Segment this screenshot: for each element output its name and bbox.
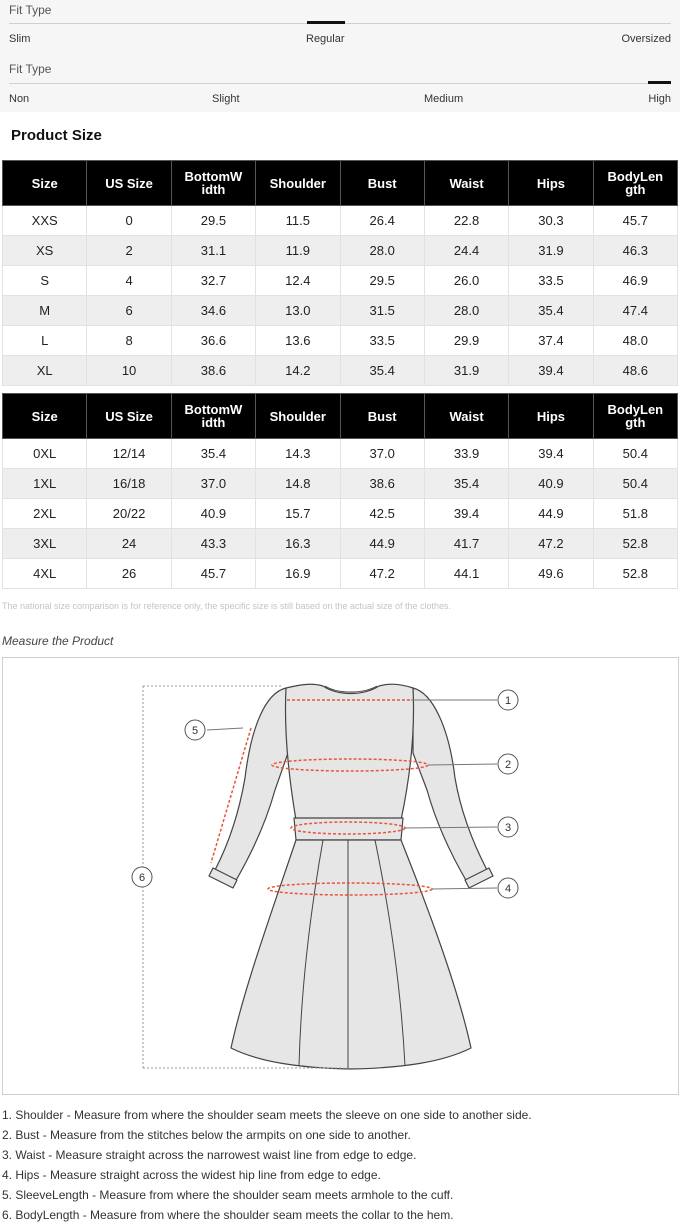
marker-6-label: 6 <box>138 872 146 884</box>
table-cell: 33.5 <box>340 326 424 356</box>
table-cell: M <box>3 296 87 326</box>
table-cell: 38.6 <box>171 356 255 386</box>
table-cell: 22.8 <box>424 206 508 236</box>
table-cell: 11.9 <box>256 236 340 266</box>
table-cell: 12/14 <box>87 439 171 469</box>
dress-belt <box>294 818 403 840</box>
column-header: Size <box>3 394 87 439</box>
dress-illustration <box>3 658 678 1094</box>
table-cell: 45.7 <box>593 206 677 236</box>
column-header: Hips <box>509 161 593 206</box>
fit-slider-1 <box>0 0 680 56</box>
table-cell: 30.3 <box>509 206 593 236</box>
table-cell: 1XL <box>3 469 87 499</box>
table-cell: 42.5 <box>340 499 424 529</box>
table-cell: 37.4 <box>509 326 593 356</box>
fit-slider-2 <box>0 59 680 115</box>
table-cell: 33.9 <box>424 439 508 469</box>
fit-slider-selected-marker <box>307 21 345 24</box>
table-cell: 16.9 <box>256 559 340 589</box>
instruction-bodylength: 6. BodyLength - Measure from where the shoulder seam meets the collar to the hem. <box>2 1208 454 1222</box>
fit-slider-selected-marker <box>648 81 671 84</box>
table-cell: 40.9 <box>171 499 255 529</box>
table-header-row <box>3 161 678 206</box>
table-cell: 49.6 <box>509 559 593 589</box>
table-cell: 52.8 <box>593 559 677 589</box>
table-row <box>3 326 678 356</box>
table-cell: 34.6 <box>171 296 255 326</box>
table-cell: 35.4 <box>340 356 424 386</box>
table-cell: 47.2 <box>340 559 424 589</box>
product-size-title: Product Size <box>11 127 102 144</box>
table-cell: 2 <box>87 236 171 266</box>
size-table-plus <box>2 393 678 589</box>
instruction-bust: 2. Bust - Measure from the stitches below the armpits on one side to another. <box>2 1128 411 1142</box>
table-cell: 46.3 <box>593 236 677 266</box>
table-cell: 16.3 <box>256 529 340 559</box>
table-cell: 47.4 <box>593 296 677 326</box>
column-header: Waist <box>424 394 508 439</box>
fit-label-non: Non <box>9 93 30 105</box>
table-cell: 0XL <box>3 439 87 469</box>
size-note: The national size comparison is for reference only, the specific size is still based on the actual size of the clothes. <box>2 601 452 611</box>
fit-label-high: High <box>648 93 671 105</box>
column-header: BottomW idth <box>171 394 255 439</box>
table-cell: 29.9 <box>424 326 508 356</box>
measure-diagram <box>2 657 679 1095</box>
table-cell: 11.5 <box>256 206 340 236</box>
table-cell: 13.6 <box>256 326 340 356</box>
marker-5-label: 5 <box>191 725 199 737</box>
fit-slider-title: Fit Type <box>9 3 52 17</box>
column-header: Hips <box>509 394 593 439</box>
table-row <box>3 266 678 296</box>
table-cell: 24.4 <box>424 236 508 266</box>
marker-2-label: 2 <box>504 759 512 771</box>
table-cell: 52.8 <box>593 529 677 559</box>
table-cell: 28.0 <box>424 296 508 326</box>
fit-label-medium: Medium <box>424 93 464 105</box>
table-cell: 40.9 <box>509 469 593 499</box>
table-header-row <box>3 394 678 439</box>
table-cell: 43.3 <box>171 529 255 559</box>
table-cell: 26.4 <box>340 206 424 236</box>
table-row <box>3 559 678 589</box>
table-cell: 39.4 <box>509 356 593 386</box>
fit-label-slight: Slight <box>212 93 240 105</box>
leader-4 <box>432 888 497 889</box>
instruction-sleevelength: 5. SleeveLength - Measure from where the shoulder seam meets armhole to the cuff. <box>2 1188 454 1202</box>
table-cell: XXS <box>3 206 87 236</box>
table-cell: 26.0 <box>424 266 508 296</box>
table-cell: 46.9 <box>593 266 677 296</box>
fit-label-slim: Slim <box>9 33 31 45</box>
table-cell: 2XL <box>3 499 87 529</box>
dress-left-sleeve <box>215 688 288 882</box>
table-cell: 29.5 <box>340 266 424 296</box>
table-cell: 36.6 <box>171 326 255 356</box>
column-header: Waist <box>424 161 508 206</box>
table-cell: 12.4 <box>256 266 340 296</box>
leader-3 <box>405 827 497 828</box>
instruction-hips: 4. Hips - Measure straight across the widest hip line from edge to edge. <box>2 1168 381 1182</box>
fit-label-regular: Regular <box>306 33 345 45</box>
table-cell: 13.0 <box>256 296 340 326</box>
table-cell: 35.4 <box>171 439 255 469</box>
marker-3-label: 3 <box>504 822 512 834</box>
measure-instructions <box>2 1105 678 1225</box>
fit-slider-track <box>9 83 671 84</box>
table-row <box>3 206 678 236</box>
dress-skirt <box>231 840 471 1069</box>
table-cell: 44.9 <box>509 499 593 529</box>
table-cell: 48.6 <box>593 356 677 386</box>
column-header: US Size <box>87 394 171 439</box>
marker-1-label: 1 <box>504 695 512 707</box>
table-cell: 39.4 <box>424 499 508 529</box>
table-cell: 28.0 <box>340 236 424 266</box>
table-cell: XS <box>3 236 87 266</box>
column-header: Bust <box>340 161 424 206</box>
table-cell: 50.4 <box>593 439 677 469</box>
table-row <box>3 296 678 326</box>
fit-label-oversized: Oversized <box>621 33 671 45</box>
table-cell: 45.7 <box>171 559 255 589</box>
size-table-regular <box>2 160 678 386</box>
dress-bodice <box>285 684 413 820</box>
table-row <box>3 529 678 559</box>
table-cell: 8 <box>87 326 171 356</box>
table-cell: 4XL <box>3 559 87 589</box>
leader-5 <box>207 728 243 730</box>
table-cell: 16/18 <box>87 469 171 499</box>
table-row <box>3 439 678 469</box>
table-cell: S <box>3 266 87 296</box>
table-cell: 51.8 <box>593 499 677 529</box>
table-cell: 48.0 <box>593 326 677 356</box>
column-header: BodyLen gth <box>593 161 677 206</box>
table-cell: 44.9 <box>340 529 424 559</box>
table-row <box>3 236 678 266</box>
table-cell: 31.9 <box>424 356 508 386</box>
table-cell: 29.5 <box>171 206 255 236</box>
instruction-waist: 3. Waist - Measure straight across the narrowest waist line from edge to edge. <box>2 1148 417 1162</box>
table-cell: 31.5 <box>340 296 424 326</box>
table-row <box>3 499 678 529</box>
table-cell: L <box>3 326 87 356</box>
table-cell: 37.0 <box>340 439 424 469</box>
table-cell: 41.7 <box>424 529 508 559</box>
table-cell: 37.0 <box>171 469 255 499</box>
measure-title: Measure the Product <box>2 634 114 648</box>
table-cell: 35.4 <box>424 469 508 499</box>
table-row <box>3 356 678 386</box>
table-cell: 38.6 <box>340 469 424 499</box>
marker-4-label: 4 <box>504 883 512 895</box>
column-header: BottomW idth <box>171 161 255 206</box>
table-cell: 26 <box>87 559 171 589</box>
table-cell: XL <box>3 356 87 386</box>
table-cell: 20/22 <box>87 499 171 529</box>
table-cell: 0 <box>87 206 171 236</box>
table-cell: 47.2 <box>509 529 593 559</box>
table-cell: 14.2 <box>256 356 340 386</box>
column-header: Shoulder <box>256 161 340 206</box>
table-row <box>3 469 678 499</box>
column-header: Shoulder <box>256 394 340 439</box>
table-cell: 33.5 <box>509 266 593 296</box>
table-cell: 6 <box>87 296 171 326</box>
table-cell: 24 <box>87 529 171 559</box>
table-cell: 44.1 <box>424 559 508 589</box>
instruction-shoulder: 1. Shoulder - Measure from where the shoulder seam meets the sleeve on one side to another side. <box>2 1108 532 1122</box>
column-header: Bust <box>340 394 424 439</box>
column-header: BodyLen gth <box>593 394 677 439</box>
table-cell: 10 <box>87 356 171 386</box>
table-cell: 14.8 <box>256 469 340 499</box>
column-header: Size <box>3 161 87 206</box>
table-cell: 39.4 <box>509 439 593 469</box>
table-cell: 50.4 <box>593 469 677 499</box>
column-header: US Size <box>87 161 171 206</box>
table-cell: 15.7 <box>256 499 340 529</box>
fit-slider-title: Fit Type <box>9 62 52 76</box>
table-cell: 35.4 <box>509 296 593 326</box>
table-cell: 3XL <box>3 529 87 559</box>
fit-type-panel <box>0 0 680 112</box>
dress-right-sleeve <box>413 688 487 882</box>
table-cell: 4 <box>87 266 171 296</box>
table-cell: 14.3 <box>256 439 340 469</box>
table-cell: 31.1 <box>171 236 255 266</box>
table-cell: 31.9 <box>509 236 593 266</box>
table-cell: 32.7 <box>171 266 255 296</box>
